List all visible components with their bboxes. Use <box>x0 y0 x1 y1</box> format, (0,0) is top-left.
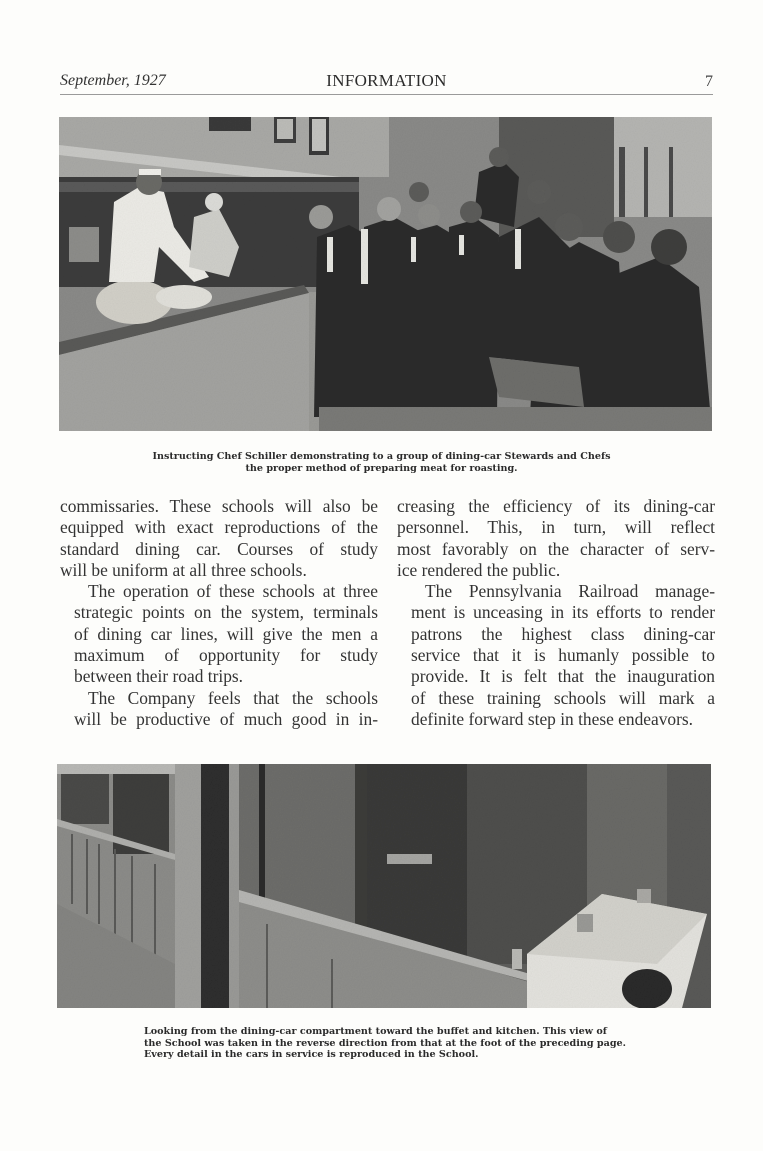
paragraph <box>397 496 715 581</box>
text-line: strategic points on the system, terminals <box>74 602 378 623</box>
text-line: definite forward step in these endeavors. <box>411 708 694 729</box>
photo-dining-car-interior <box>57 764 711 1008</box>
text-line: The Company feels that the schools <box>88 687 378 708</box>
body-column-left <box>60 496 378 730</box>
text-line: The operation of these schools at three <box>88 581 378 602</box>
text-line: of these training schools will mark a <box>411 687 715 708</box>
paragraph <box>60 496 378 581</box>
caption-line: Instructing Chef Schiller demonstrating to a group of dining-car Stewards and Chefs <box>152 451 611 462</box>
caption-line: Looking from the dining-car compartment toward the buffet and kitchen. This view of <box>144 1026 607 1037</box>
paragraph <box>60 581 378 687</box>
photo-chef-demonstration <box>59 117 712 431</box>
text-line: commissaries. These schools will also be <box>60 496 378 516</box>
text-line: will be productive of much good in in- <box>74 708 378 729</box>
text-line: service that it is humanly possible to <box>411 645 715 666</box>
body-column-right <box>397 496 715 730</box>
text-line: personnel. This, in turn, will reflect <box>397 517 715 538</box>
text-line: standard dining car. Courses of study <box>60 538 378 559</box>
photo-dining-car-interior-image <box>57 764 711 1008</box>
text-line: ice rendered the public. <box>397 559 561 580</box>
text-line: maximum of opportunity for study <box>74 645 378 666</box>
caption-line: the School was taken in the reverse direction from that at the foot of the preceding page. <box>144 1037 626 1049</box>
text-line: patrons the highest class dining-car <box>411 623 715 644</box>
issue-date: September, 1927 <box>60 72 166 89</box>
paragraph <box>60 688 378 731</box>
text-line: of dining car lines, will give the men a <box>74 623 378 644</box>
text-line: most favorably on the character of serv- <box>397 538 715 559</box>
caption-line: the proper method of preparing meat for roasting. <box>245 462 518 474</box>
publication-title: INFORMATION <box>326 71 447 90</box>
text-line: provide. It is felt that the inauguration <box>411 666 715 687</box>
photo-caption-dining-car-interior <box>144 1026 644 1061</box>
photo-chef-demonstration-image <box>59 117 712 431</box>
running-header <box>60 70 713 95</box>
text-line: The Pennsylvania Railroad manage- <box>425 581 715 602</box>
text-line: equipped with exact reproductions of the <box>60 517 378 538</box>
text-line: will be uniform at all three schools. <box>60 559 307 580</box>
page-number: 7 <box>705 73 713 90</box>
caption-line: Every detail in the cars in service is reproduced in the School. <box>144 1049 479 1060</box>
text-line: between their road trips. <box>74 666 244 687</box>
text-line: ment is unceasing in its efforts to render <box>411 602 715 623</box>
photo-caption-chef-demonstration <box>100 451 663 474</box>
paragraph <box>397 581 715 730</box>
text-line: creasing the efficiency of its dining-car <box>397 496 715 516</box>
